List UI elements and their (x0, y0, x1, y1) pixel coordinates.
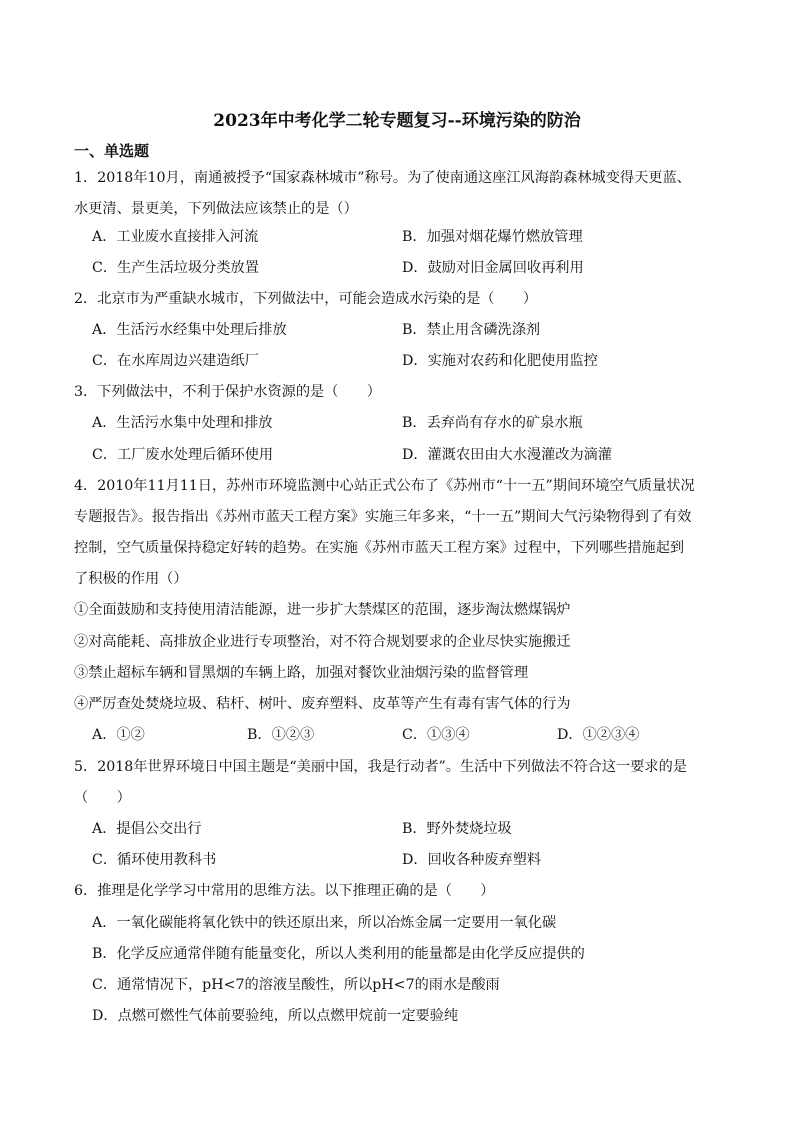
q5-option-d: D．回收各种废弃塑料 (402, 852, 542, 868)
q2-stem: 2．北京市为严重缺水城市，下列做法中，可能会造成水污染的是（ ） (74, 291, 538, 307)
q3-option-d: D．灌溉农田由大水漫灌改为滴灌 (402, 447, 613, 463)
q4-option-b: B．①②③ (247, 727, 315, 743)
q4-stem-line4: 了积极的作用（） (74, 571, 188, 587)
q4-item-4: ④严厉查处焚烧垃圾、秸杆、树叶、废弃塑料、皮革等产生有毒有害气体的行为 (74, 696, 571, 712)
q1-option-a: A．工业废水直接排入河流 (92, 229, 259, 245)
q4-stem-line2: 专题报告》。报告指出《苏州市蓝天工程方案》实施三年多来，“十一五”期间大气污染物得到了有效 (74, 509, 692, 525)
section-heading: 一、单选题 (74, 142, 150, 160)
q5-stem-line2: （ ） (74, 790, 131, 806)
q4-option-a: A．①② (92, 727, 145, 743)
q1-option-b: B．加强对烟花爆竹燃放管理 (402, 229, 583, 245)
q4-stem-line1: 4．2010年11月11日，苏州市环境监测中心站正式公布了《苏州市“十一五”期间环境空气质量状况 (74, 478, 695, 494)
q4-item-3: ③禁止超标车辆和冒黑烟的车辆上路，加强对餐饮业油烟污染的监督管理 (74, 665, 529, 681)
q1-stem-line1: 1．2018年10月，南通被授予“国家森林城市”称号。为了使南通这座江风海韵森林城变得天更蓝、 (74, 170, 691, 186)
q2-option-a: A．生活污水经集中处理后排放 (92, 322, 287, 338)
q3-option-b: B．丢弃尚有存水的矿泉水瓶 (402, 415, 583, 431)
q1-option-c: C．生产生活垃圾分类放置 (92, 260, 259, 276)
q2-option-b: B．禁止用含磷洗涤剂 (402, 322, 541, 338)
q3-option-a: A．生活污水集中处理和排放 (92, 415, 273, 431)
q1-option-d: D．鼓励对旧金属回收再利用 (402, 260, 584, 276)
page-title: 2023年中考化学二轮专题复习--环境污染的防治 (213, 111, 581, 131)
q4-item-2: ②对高能耗、高排放企业进行专项整治，对不符合规划要求的企业尽快实施搬迁 (74, 634, 571, 650)
q5-option-c: C．循环使用教科书 (92, 852, 217, 868)
q3-option-c: C．工厂废水处理后循环使用 (92, 447, 274, 463)
q4-option-d: D．①②③④ (557, 727, 640, 743)
q4-item-1: ①全面鼓励和支持使用清洁能源，进一步扩大禁煤区的范围，逐步淘汰燃煤锅炉 (74, 602, 571, 618)
q6-option-b: B．化学反应通常伴随有能量变化，所以人类利用的能量都是由化学反应提供的 (92, 946, 585, 962)
q5-option-a: A．提倡公交出行 (92, 821, 202, 837)
q6-stem: 6．推理是化学学习中常用的思维方法。以下推理正确的是（ ） (74, 883, 495, 899)
q3-stem: 3．下列做法中，不利于保护水资源的是（ ） (74, 384, 381, 400)
q4-option-c: C．①③④ (402, 727, 470, 743)
q1-stem-line2: 水更清、景更美，下列做法应该禁止的是（） (74, 201, 358, 217)
q5-option-b: B．野外焚烧垃圾 (402, 821, 512, 837)
q2-option-c: C．在水库周边兴建造纸厂 (92, 353, 259, 369)
q4-stem-line3: 控制，空气质量保持稳定好转的趋势。在实施《苏州市蓝天工程方案》过程中，下列哪些措施起到 (74, 540, 685, 556)
q6-option-c: C．通常情况下，pH<7的溶液呈酸性，所以pH<7的雨水是酸雨 (92, 977, 500, 993)
q2-option-d: D．实施对农药和化肥使用监控 (402, 353, 598, 369)
q5-stem-line1: 5．2018年世界环境日中国主题是“美丽中国，我是行动者”。生活中下列做法不符合这一要求的是 (74, 759, 687, 775)
q6-option-d: D．点燃可燃性气体前要验纯，所以点燃甲烷前一定要验纯 (92, 1008, 459, 1024)
q6-option-a: A．一氧化碳能将氧化铁中的铁还原出来，所以冶炼金属一定要用一氧化碳 (92, 915, 557, 931)
